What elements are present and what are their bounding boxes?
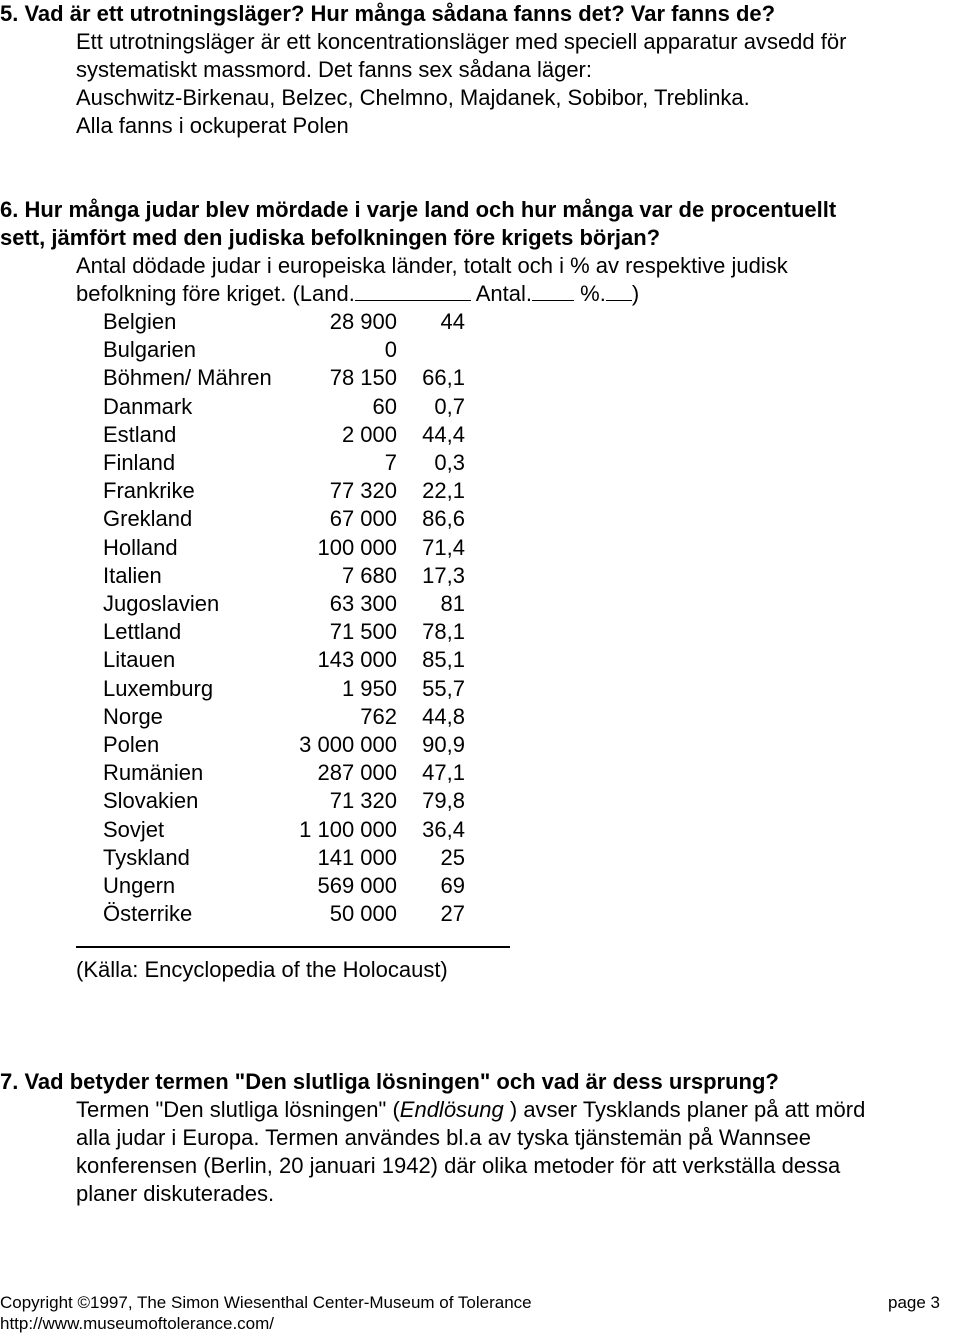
death-count: 60 <box>372 393 397 419</box>
question-6-line-2: sett, jämfört med den judiska befolkningen före krigets början? <box>0 225 661 250</box>
country-name: Jugoslavien <box>103 591 220 616</box>
table-row <box>0 364 960 392</box>
death-count: 1 950 <box>341 675 397 701</box>
table-row <box>0 590 960 618</box>
death-count: 1 100 000 <box>299 816 397 842</box>
country-name: Österrike <box>103 901 193 927</box>
country-name: Italien <box>103 562 162 588</box>
table-row <box>0 421 960 449</box>
country-name: Böhmen/ Mähren <box>103 365 272 391</box>
death-percent: 55,7 <box>422 675 465 701</box>
answer-7-line-4: planer diskuterades. <box>76 1181 275 1206</box>
question-7: 7. Vad betyder termen "Den slutliga lösningen" och vad är dess ursprung? <box>0 1069 779 1094</box>
table-row <box>0 759 960 787</box>
country-name: Belgien <box>103 309 177 334</box>
country-name: Sovjet <box>103 816 165 842</box>
answer-7-line-1-suffix: ) avser Tysklands planer på att mörd <box>503 1097 866 1122</box>
death-percent: 44,4 <box>422 421 465 447</box>
table-row <box>0 336 960 364</box>
table-row <box>0 505 960 533</box>
country-name: Bulgarien <box>103 337 196 363</box>
death-percent: 86,6 <box>422 506 465 532</box>
death-count: 28 900 <box>329 309 397 334</box>
table-row <box>0 477 960 505</box>
country-name: Luxemburg <box>103 675 214 701</box>
country-name: Slovakien <box>103 788 199 814</box>
death-percent: 25 <box>440 844 465 870</box>
death-percent: 44,8 <box>422 703 465 729</box>
death-count: 7 680 <box>341 562 397 588</box>
table-row <box>0 787 960 815</box>
intro-pct: %. <box>580 281 606 306</box>
answer-7-line-1 <box>76 1096 865 1124</box>
table-row <box>0 731 960 759</box>
table-row <box>0 646 960 674</box>
table-row <box>0 534 960 562</box>
death-count: 287 000 <box>317 760 397 786</box>
answer-5-line-1: Ett utrotningsläger är ett koncentrationsläger med speciell apparatur avsedd för <box>76 29 847 54</box>
death-count: 78 150 <box>329 365 397 391</box>
death-percent: 44 <box>440 309 465 334</box>
death-count: 100 000 <box>317 534 397 560</box>
death-percent: 79,8 <box>422 788 465 814</box>
death-count: 569 000 <box>317 873 397 898</box>
table-row <box>0 703 960 731</box>
country-name: Norge <box>103 703 163 729</box>
death-count: 67 000 <box>329 506 397 532</box>
table-row <box>0 844 960 872</box>
footer-page-number: page 3 <box>888 1293 940 1312</box>
death-percent: 0,7 <box>434 393 465 419</box>
question-5: 5. Vad är ett utrotningsläger? Hur många sådana fanns det? Var fanns de? <box>0 1 776 26</box>
death-count: 141 000 <box>317 844 397 870</box>
source-divider <box>76 946 510 948</box>
footer-url[interactable]: http://www.museumoftolerance.com/ <box>0 1314 275 1333</box>
country-name: Litauen <box>103 647 176 673</box>
death-percent: 66,1 <box>422 365 465 391</box>
table-row <box>0 393 960 421</box>
answer-6-intro: Antal dödade judar i europeiska länder, totalt och i % av respektive judisk <box>76 253 788 278</box>
death-percent: 69 <box>440 873 465 898</box>
blank-antal <box>532 280 574 301</box>
death-percent: 17,3 <box>422 562 465 588</box>
country-name: Finland <box>103 450 176 475</box>
table-row <box>0 308 960 336</box>
table-row <box>0 449 960 477</box>
intro-antal: Antal. <box>475 281 533 306</box>
death-count: 7 <box>384 450 397 475</box>
death-percent: 22,1 <box>422 478 465 504</box>
death-percent: 27 <box>440 901 465 927</box>
country-name: Danmark <box>103 393 193 419</box>
country-name: Grekland <box>103 506 193 532</box>
answer-6-intro-2 <box>76 280 639 308</box>
intro-prefix: befolkning före kriget. (Land. <box>76 281 355 306</box>
blank-pct <box>606 280 632 301</box>
death-percent: 0,3 <box>434 450 465 475</box>
country-name: Rumänien <box>103 760 204 786</box>
death-count: 3 000 000 <box>299 732 397 757</box>
death-count: 143 000 <box>317 647 397 673</box>
country-name: Holland <box>103 534 178 560</box>
table-row <box>0 872 960 900</box>
country-name: Polen <box>103 732 160 757</box>
answer-7-line-3: konferensen (Berlin, 20 januari 1942) där olika metoder för att verkställa dessa <box>76 1153 841 1178</box>
blank-land <box>355 280 471 301</box>
table-row <box>0 900 960 928</box>
country-name: Frankrike <box>103 478 195 504</box>
death-count: 71 500 <box>329 619 397 645</box>
country-name: Lettland <box>103 619 182 645</box>
answer-7-term: Endlösung <box>399 1097 504 1122</box>
death-percent: 36,4 <box>422 816 465 842</box>
table-row <box>0 675 960 703</box>
death-count: 71 320 <box>329 788 397 814</box>
table-row <box>0 816 960 844</box>
death-percent: 47,1 <box>422 760 465 786</box>
death-percent: 71,4 <box>422 534 465 560</box>
table-row <box>0 562 960 590</box>
answer-7-line-2: alla judar i Europa. Termen användes bl.a av tyska tjänstemän på Wannsee <box>76 1125 811 1150</box>
country-name: Tyskland <box>103 844 190 870</box>
death-count: 77 320 <box>329 478 397 504</box>
death-percent: 81 <box>440 591 465 616</box>
intro-close: ) <box>631 281 640 306</box>
death-count: 0 <box>384 337 397 363</box>
question-6-line-1: 6. Hur många judar blev mördade i varje land och hur många var de procentuellt <box>0 197 837 222</box>
death-count: 2 000 <box>341 421 397 447</box>
source-citation: (Källa: Encyclopedia of the Holocaust) <box>76 957 448 982</box>
answer-7-line-1-prefix: Termen "Den slutliga lösningen" ( <box>76 1097 400 1122</box>
answer-5-line-2: systematiskt massmord. Det fanns sex sådana läger: <box>76 57 592 82</box>
answer-5-line-3: Auschwitz-Birkenau, Belzec, Chelmno, Majdanek, Sobibor, Treblinka. <box>76 85 750 110</box>
death-percent: 90,9 <box>422 732 465 757</box>
death-percent: 78,1 <box>422 619 465 645</box>
table-row <box>0 618 960 646</box>
death-count: 50 000 <box>329 901 397 927</box>
death-count: 63 300 <box>329 591 397 616</box>
footer-copyright: Copyright ©1997, The Simon Wiesenthal Center-Museum of Tolerance <box>0 1293 532 1312</box>
death-percent: 85,1 <box>422 647 465 673</box>
country-name: Estland <box>103 421 177 447</box>
country-name: Ungern <box>103 873 176 898</box>
death-count: 762 <box>360 703 397 729</box>
answer-5-line-4: Alla fanns i ockuperat Polen <box>76 113 349 138</box>
